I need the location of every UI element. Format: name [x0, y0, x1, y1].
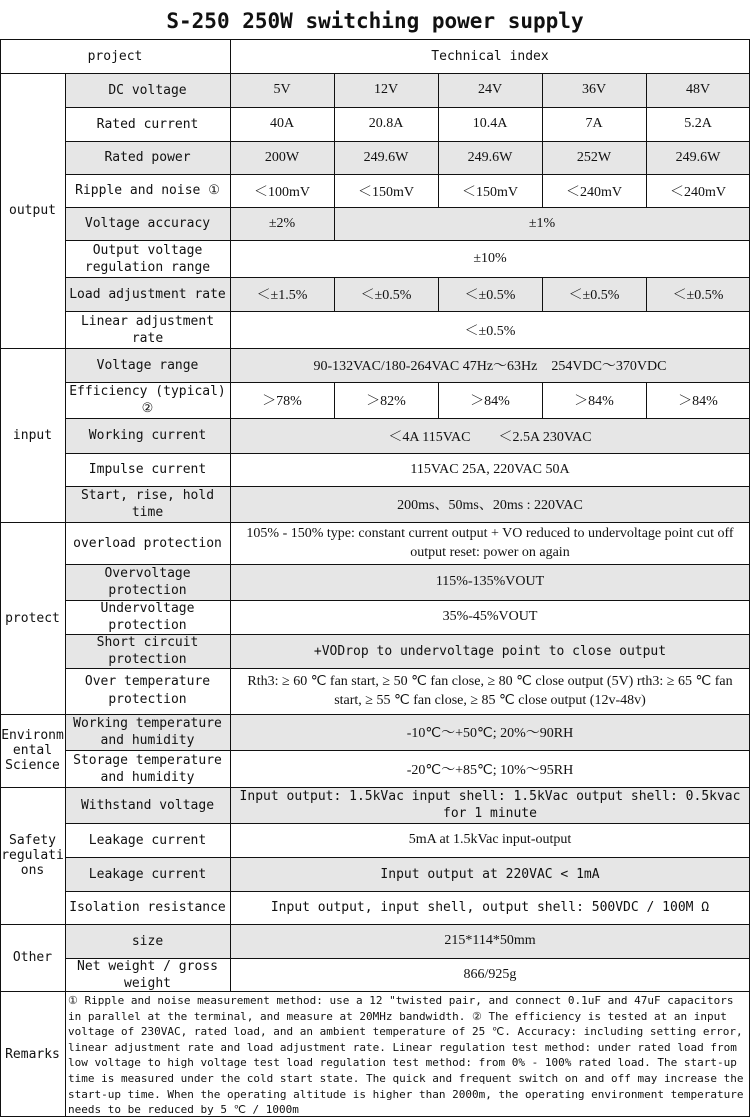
grid-line-v — [65, 73, 66, 1117]
grid-line-h — [65, 174, 750, 175]
page-title: S-250 250W switching power supply — [166, 9, 584, 33]
grid-line-h — [0, 39, 750, 40]
grid-line-h — [65, 750, 750, 751]
grid-line-v — [542, 73, 543, 207]
row-label-rated-power: Rated power — [65, 141, 230, 174]
group-safety: Safety regulati ons — [1, 833, 64, 878]
grid-line-h — [65, 823, 750, 824]
grid-line-h — [0, 714, 750, 715]
grid-line-v — [334, 277, 335, 311]
leakage-current-2-value: Input output at 220VAC < 1mA — [230, 857, 750, 891]
over-temperature-value: Rth3: ≥ 60 ℃ fan start, ≥ 50 ℃ fan close, ≥ 80 ℃ close output (5V) rth3: ≥ 65 ℃ fan start, ≥ 55 ℃ fan close, ≥ 85 ℃ close output (12v-48v) — [247, 674, 733, 708]
weight-value: 866/925g — [463, 966, 517, 982]
efficiency-12v: ＞82% — [366, 394, 406, 409]
group-input: input — [12, 427, 53, 443]
rated-current-5v: 40A — [269, 116, 295, 131]
regulation-range-value: ±10% — [473, 250, 507, 266]
withstand-voltage-value: Input output: 1.5kVac input shell: 1.5kVac output shell: 0.5kvac for 1 minute — [230, 787, 750, 823]
row-label-regulation-range: Output voltage regulation range — [84, 242, 211, 275]
row-label-efficiency: Efficiency (typical) ② — [69, 384, 226, 416]
grid-line-h — [65, 857, 750, 858]
row-label-working-temp: Working temperature and humidity — [65, 714, 230, 750]
row-label-size: size — [65, 924, 230, 958]
rated-power-24v: 249.6W — [438, 141, 542, 174]
grid-line-v — [334, 382, 335, 418]
rated-power-12v: 249.6W — [334, 141, 438, 174]
efficiency-24v: ＞84% — [470, 394, 510, 409]
group-environmental: Environm ental Science — [1, 728, 64, 773]
header-technical-index: Technical index — [431, 49, 549, 64]
grid-line-h — [0, 348, 750, 349]
working-current-value: ＜4A 115VAC ＜2.5A 230VAC — [230, 418, 750, 453]
row-label-voltage-accuracy: Voltage accuracy — [65, 207, 230, 240]
grid-line-v — [230, 39, 231, 991]
row-label-linear-adjustment: Linear adjustment rate — [80, 313, 215, 346]
rated-power-5v: 200W — [230, 141, 334, 174]
group-remarks: Remarks — [5, 1046, 60, 1062]
grid-line-v — [542, 382, 543, 418]
grid-line-h — [65, 311, 750, 312]
undervoltage-value: 35%-45%VOUT — [442, 609, 538, 624]
load-adj-5v: ＜±1.5% — [230, 277, 334, 311]
row-label-short-circuit: Short circuit protection — [65, 634, 230, 668]
leakage-current-1-value: 5mA at 1.5kVac input-output — [408, 832, 572, 847]
row-label-impulse-current: Impulse current — [88, 462, 207, 477]
load-adj-12v: ＜±0.5% — [334, 277, 438, 311]
grid-line-h — [65, 207, 750, 208]
linear-adjustment-value: ＜±0.5% — [464, 323, 516, 339]
rated-power-48v: 249.6W — [646, 141, 750, 174]
grid-line-v — [334, 73, 335, 207]
grid-line-h — [65, 634, 750, 635]
ripple-12v: ＜150mV — [358, 184, 414, 200]
row-label-working-current: Working current — [65, 418, 230, 453]
dc-voltage-24v: 24V — [438, 73, 542, 107]
start-rise-hold-value: 200ms、50ms、20ms : 220VAC — [230, 486, 750, 522]
dc-voltage-12v: 12V — [334, 73, 438, 107]
size-value: 215*114*50mm — [230, 924, 750, 958]
ripple-48v: ＜240mV — [670, 184, 726, 200]
storage-temp-value: -20℃～+85℃; 10%～95RH — [406, 762, 574, 778]
impulse-current-value: 115VAC 25A, 220VAC 50A — [410, 461, 570, 477]
grid-line-v — [334, 207, 335, 240]
row-label-weight: Net weight / gross weight — [77, 958, 218, 991]
grid-line-v — [646, 73, 647, 207]
grid-line-h — [0, 991, 750, 992]
row-label-dc-voltage: DC voltage — [65, 73, 230, 107]
ripple-24v: ＜150mV — [462, 184, 518, 200]
row-label-undervoltage: Undervoltage protection — [100, 601, 195, 633]
load-adj-36v: ＜±0.5% — [542, 277, 646, 311]
grid-line-v — [438, 382, 439, 418]
ripple-5v: ＜100mV — [254, 184, 310, 200]
isolation-resistance-value: Input output, input shell, output shell: 500VDC / 100M Ω — [270, 900, 710, 915]
row-label-storage-temp: Storage temperature and humidity — [73, 752, 222, 785]
grid-line-h — [65, 240, 750, 241]
group-other: Other — [12, 950, 53, 965]
grid-line-v — [646, 382, 647, 418]
grid-line-v — [438, 277, 439, 311]
overload-value: 105% - 150% type: constant current output + VO reduced to undervoltage point cut off output reset: power on again — [246, 526, 734, 560]
grid-line-v — [542, 277, 543, 311]
grid-line-h — [65, 453, 750, 454]
grid-line-h — [65, 107, 750, 108]
row-label-leakage-current-2: Leakage current — [65, 857, 230, 891]
grid-line-v — [438, 73, 439, 207]
rated-current-24v: 10.4A — [472, 116, 508, 131]
dc-voltage-5v: 5V — [230, 73, 334, 107]
load-adj-48v: ＜±0.5% — [646, 277, 750, 311]
row-label-ripple-noise: Ripple and noise ① — [75, 183, 220, 198]
row-label-overvoltage: Overvoltage protection — [65, 564, 230, 600]
grid-line-h — [0, 924, 750, 925]
grid-line-h — [0, 522, 750, 523]
efficiency-36v: ＞84% — [574, 394, 614, 409]
grid-line-h — [65, 141, 750, 142]
dc-voltage-48v: 48V — [646, 73, 750, 107]
row-label-start-rise-hold: Start, rise, hold time — [65, 486, 230, 522]
header-project: project — [87, 49, 143, 64]
grid-line-v — [646, 277, 647, 311]
short-circuit-value: +VODrop to undervoltage point to close output — [230, 634, 750, 668]
row-label-voltage-range: Voltage range — [65, 348, 230, 382]
overvoltage-value: 115%-135%VOUT — [230, 564, 750, 600]
remarks-text: ① Ripple and noise measurement method: use a 12 "twisted pair, and connect 0.1uF and 47uF capacitors in parallel at the terminal, and measure at 20MHz bandwidth. ② The efficiency is tested at an input voltage of 230VAC, rated load, and an ambient temperature of 25 ℃. Accuracy: including setting error, linear adjustment rate and load adjustment rate. Linear regulation test method: under rated load from low voltage to high voltage test load regulation test method: from 0% - 100% rated load. The start-up time is measured under the cold start state. The quick and frequent switch on and off may increase the start-up time. When the operating altitude is higher than 2000m, the operating environment temperature needs to be reduced by 5 ℃ / 1000m — [68, 994, 744, 1117]
grid-line-h — [65, 277, 750, 278]
rated-power-36v: 252W — [542, 141, 646, 174]
grid-line-h — [65, 958, 750, 959]
grid-line-v — [0, 39, 1, 1117]
row-label-rated-current: Rated current — [96, 116, 199, 132]
grid-line-h — [0, 787, 750, 788]
group-protect: protect — [5, 610, 60, 626]
grid-line-h — [65, 418, 750, 419]
rated-current-12v: 20.8A — [368, 116, 404, 131]
grid-line-h — [65, 668, 750, 669]
grid-line-h — [65, 600, 750, 601]
grid-line-h — [65, 486, 750, 487]
voltage-accuracy-5v: ±2% — [230, 207, 334, 240]
dc-voltage-36v: 36V — [542, 73, 646, 107]
grid-line-h — [0, 73, 750, 74]
voltage-accuracy-others: ±1% — [334, 207, 750, 240]
efficiency-5v: ＞78% — [262, 394, 302, 409]
row-label-load-adjustment: Load adjustment rate — [65, 277, 230, 311]
rated-current-48v: 5.2A — [684, 116, 712, 131]
grid-line-h — [65, 382, 750, 383]
rated-current-36v: 7A — [585, 116, 603, 131]
row-label-over-temperature: Over temperature protection — [84, 674, 211, 707]
row-label-leakage-current-1: Leakage current — [88, 832, 207, 848]
efficiency-48v: ＞84% — [678, 394, 718, 409]
row-label-withstand-voltage: Withstand voltage — [65, 787, 230, 823]
load-adj-24v: ＜±0.5% — [438, 277, 542, 311]
ripple-36v: ＜240mV — [566, 184, 622, 200]
grid-line-h — [65, 891, 750, 892]
grid-line-h — [65, 564, 750, 565]
row-label-isolation-resistance: Isolation resistance — [69, 900, 226, 915]
row-label-overload: overload protection — [73, 535, 222, 551]
group-output: output — [9, 203, 56, 218]
working-temp-value: -10℃～+50℃; 20%～90RH — [230, 714, 750, 750]
voltage-range-value: 90-132VAC/180-264VAC 47Hz～63Hz 254VDC～370VDC — [230, 348, 750, 382]
